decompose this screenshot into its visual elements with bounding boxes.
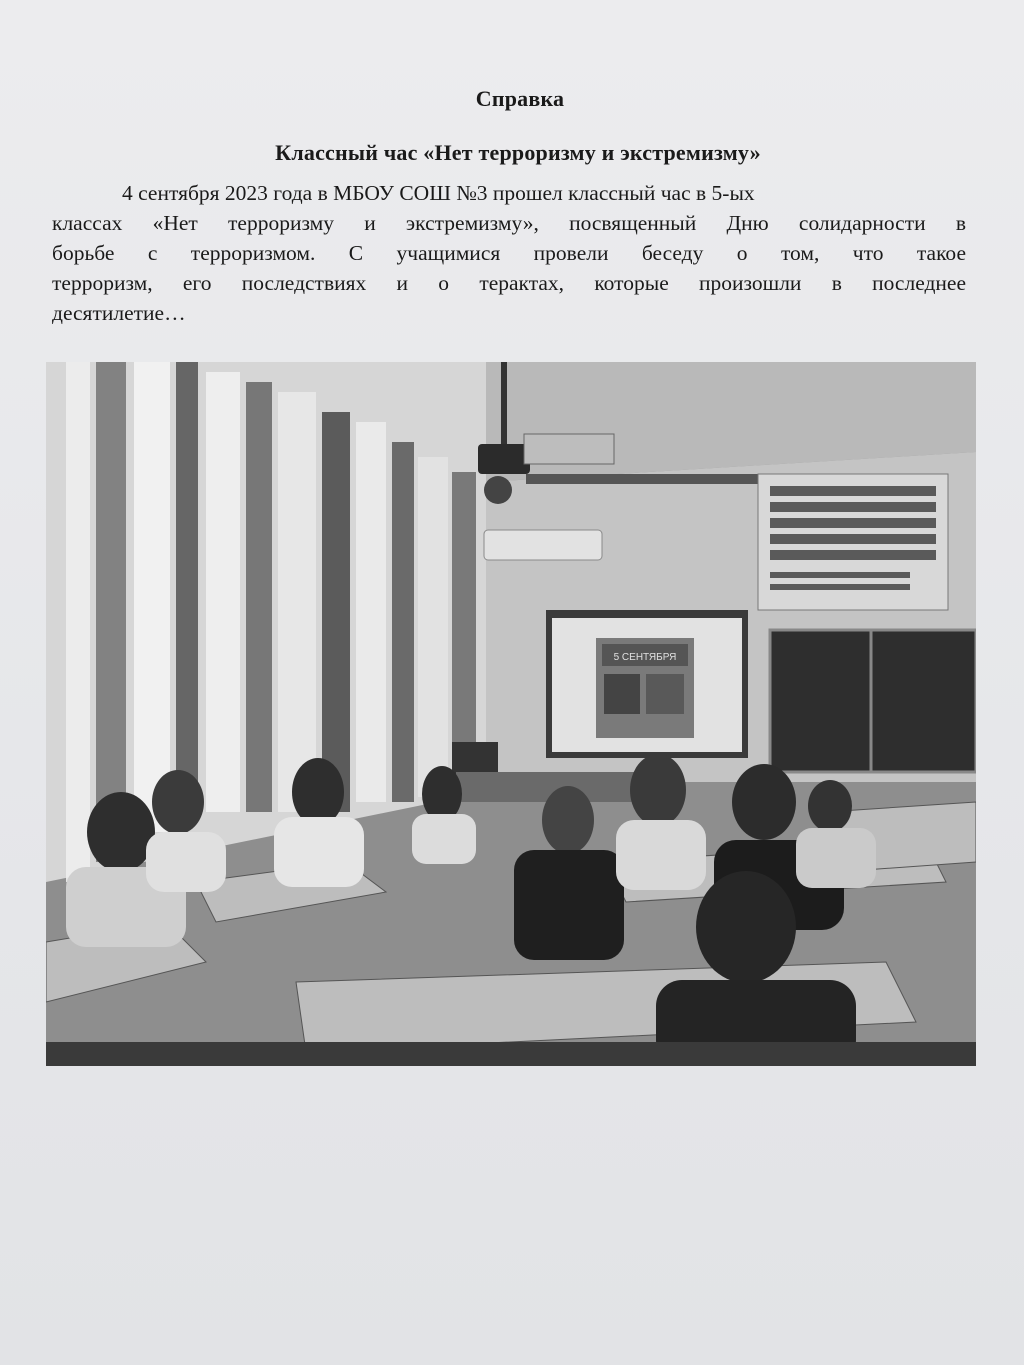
- classroom-photo: [46, 362, 976, 1066]
- paragraph-line: борьбе с терроризмом. С учащимися провели беседу о том, что такое: [52, 241, 966, 265]
- body-paragraph: [52, 178, 966, 328]
- paragraph-line: классах «Нет терроризму и экстремизму», посвященный Дню солидарности в: [52, 211, 966, 235]
- paragraph-line: 4 сентября 2023 года в МБОУ СОШ №3 прошел классный час в 5-ых: [122, 181, 755, 205]
- document-title: Справка: [475, 86, 565, 111]
- paragraph-line: десятилетие…: [52, 301, 186, 325]
- screen-text: 5 СЕНТЯБРЯ: [613, 652, 677, 663]
- classroom-photo-illustration: [46, 362, 976, 1066]
- paragraph-line: терроризм, его последствиях и о терактах, которые произошли в последнее: [52, 271, 966, 295]
- document-subtitle: Классный час «Нет терроризму и экстремизму»: [275, 140, 761, 165]
